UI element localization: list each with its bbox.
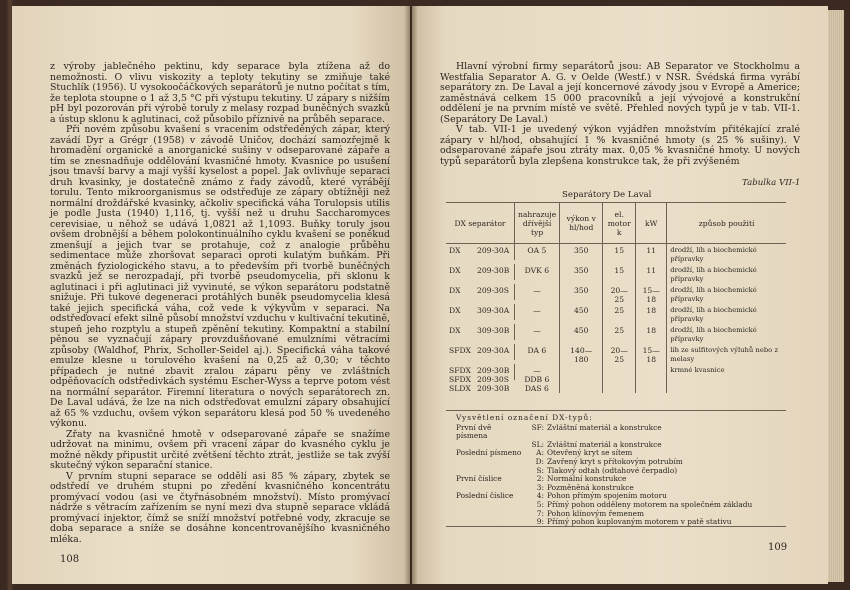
cell-dx (446, 364, 515, 393)
legend-group: První číslice (456, 474, 502, 484)
legend-row (456, 424, 776, 441)
cell-replaces: — (515, 304, 560, 324)
page-number: 109 (768, 542, 788, 553)
legend-code: 4: (536, 491, 544, 501)
legend-text: Zvláštní materiál a konstrukce (547, 422, 662, 432)
legend-text: Zavřený kryt s přítokovým potrubím (547, 456, 683, 466)
legend-rule (446, 410, 786, 411)
dx-model: 309-30B (477, 326, 510, 335)
legend-text: Pohon přímým spojením motoru (547, 491, 667, 501)
paragraph: z výroby jablečného pektinu, kdy separace byla ztížena až do nemožnosti. O vlivu viskozity a teploty tekutiny se zmiňuje také Stuchlík (1956). U vysokoočáčkových separátorů je nutno počítat s tím, že teplota stoupne o 1 až 3,5 °C při výstupu tekutiny. U zápary s nižším pH byl pozorován při výrobě toruly z melasy rozpad buněčných svazků a ústup sklonu k aglutinaci, což působilo příznivě na průběh separace. (50, 61, 390, 125)
dx-model: 309-30A (477, 306, 510, 315)
legend-code: 3: (536, 482, 544, 492)
legend-code: 2: (536, 474, 544, 484)
legend-text: Pozměněná konstrukce (547, 482, 634, 492)
page-number: 108 (60, 554, 80, 565)
cell-replaces: OA 5 (515, 244, 560, 265)
cell-dx (446, 324, 515, 340)
header-dx: DX separátor (446, 203, 515, 244)
legend-group: První dvě písmena (456, 422, 492, 441)
dx-prefix: DX (449, 266, 461, 275)
cell-replaces: — DDB 6 DAS 6 (515, 364, 560, 393)
legend-text: Přímý pohon kuplovaným motorem v patě stativu (547, 517, 732, 527)
legend-group (456, 510, 522, 519)
table-row (446, 284, 786, 304)
dx-model: 209-30A (477, 346, 510, 355)
cell-replaces: — (515, 324, 560, 344)
table-row (446, 264, 786, 284)
legend-code: 5: (536, 499, 544, 509)
dx-prefix: SFDX (449, 346, 471, 355)
table-row (446, 324, 786, 344)
legend-code: 7: (536, 508, 544, 518)
legend-code: SL: (531, 439, 544, 449)
cell-motor-kw: 18 (636, 304, 667, 324)
cell-motor-k: 15 (603, 244, 636, 265)
cell-output: 350 (560, 264, 603, 284)
cell-use: drodží, líh a biochemické přípravky (670, 266, 757, 283)
table-caption: Tabulka VII-1 (742, 178, 801, 188)
cell-motor-kw: 15—18 (636, 284, 667, 304)
dx-prefix: DX (449, 286, 461, 295)
paragraph: V tab. VII-1 je uvedený výkon vyjádřen množstvím přitékající zralé zápary v hl/hod, obsahující 1 % kvasničné hmoty (s 25 % sušiny). V odseparované zápaře jsou ztráty max. 0,05 % kvasničné hmoty. U nových typů separátorů byla zlepšena konstrukce tak, že při zvýšeném (440, 124, 800, 167)
left-page-text (50, 62, 390, 545)
legend-code: 9: (536, 517, 544, 527)
paragraph: Hlavní výrobní firmy separátorů jsou: AB Separator ve Stockholmu a Westfalia Separator A. G. v Oelde (Westf.) v NSR. Švédská firma vyrábí separátory zn. De Laval a její koncernové závody jsou v Evropě a Americe; zaměstnává celkem 15 000 pracovníků a její vývojové a konstrukční oddělení je na prvním místě ve světě. Přehled nových typů je v tab. VII-1. (Separátory De Laval.) (440, 61, 800, 125)
dx-prefix: DX (449, 306, 461, 315)
cell-use: drodží, líh a biochemické přípravky (670, 286, 757, 303)
cell-use: drodží, líh a biochemické přípravky (670, 326, 757, 343)
header-motor-k: el. motor k (603, 203, 636, 244)
cell-output: 350 (560, 284, 603, 304)
cell-motor-k: 25 (603, 324, 636, 344)
legend-group: Poslední číslice (456, 491, 514, 501)
legend-text: Otevřený kryt se sítem (547, 448, 633, 458)
dx-prefix: DX (449, 246, 461, 255)
cell-output: 450 (560, 304, 603, 324)
legend-code: S: (536, 465, 544, 475)
cell-dx (446, 304, 515, 320)
cell-motor-kw: 11 (636, 244, 667, 265)
right-page (412, 6, 828, 584)
cell-output: 450 (560, 324, 603, 344)
cell-output: 140—180 (560, 344, 603, 364)
legend-code: A: (536, 448, 544, 458)
paragraph: V prvním stupni separace se oddělí asi 85 % zápary, zbytek se odstředí ve druhém stupni po zředění kvasničného koncentrátu promývací vodou (asi ve čtyřnásobném množství). Místo promývací nádrže s větracím zařízením se nyní mezi dva stupně separace vkládá promývací injektor, čímž se sníží množství potřebné vody, zkracuje se doba separace a sníže se dosáhne koncentrovanějšího kvasničného mléka. (50, 470, 390, 545)
table-row (446, 344, 786, 364)
cell-motor-kw: 18 (636, 324, 667, 344)
dx-model: 209-30B (477, 266, 510, 275)
book-gutter (404, 6, 418, 584)
legend (456, 414, 776, 527)
left-page (12, 6, 410, 584)
cell-output (560, 364, 603, 393)
header-use: způsob použití (667, 203, 786, 244)
cell-motor-kw: 11 (636, 264, 667, 284)
cell-motor-k: 20—25 (603, 284, 636, 304)
cell-motor-k: 25 (603, 304, 636, 324)
cell-dx (446, 284, 515, 300)
header-motor-kw: kW (636, 203, 667, 244)
header-output: výkon v hl/hod (560, 203, 603, 244)
legend-text: Tlakový odtah (odtahové čerpadlo) (547, 465, 678, 475)
table-row (446, 244, 786, 265)
cell-dx (446, 344, 515, 360)
legend-code: D: (535, 456, 544, 466)
cell-motor-kw: 15—18 (636, 344, 667, 364)
legend-text: Zvláštní materiál a konstrukce (547, 439, 662, 449)
cell-use: drodží, líh a biochemické přípravky (670, 306, 757, 323)
cell-dx (446, 264, 515, 280)
legend-text: Pohon klínovým řemenem (547, 508, 644, 518)
dx-prefix: DX (449, 326, 461, 335)
header-replaces: nahrazuje dřívější typ (515, 203, 560, 244)
separator-table (446, 203, 786, 393)
cell-use: líh ze sulfitových výluhů nebo z melasy (670, 346, 779, 363)
dx-model: 209-30A (477, 246, 510, 255)
legend-group (456, 458, 522, 467)
cell-motor-k: 15 (603, 264, 636, 284)
legend-bottom-rule (446, 526, 786, 527)
cell-motor-k: 20—25 (603, 344, 636, 364)
legend-group: Poslední písmeno (456, 448, 522, 458)
cell-use: drodží, líh a biochemické přípravky (670, 246, 757, 263)
cell-output: 350 (560, 244, 603, 265)
dx-prefix: SFDX SFDX SLDX (449, 366, 471, 393)
legend-title: Vysvětlení označení DX-typů: (456, 413, 593, 422)
table-title: Separátory De Laval (562, 190, 652, 200)
cell-replaces: — (515, 284, 560, 304)
right-page-text (440, 62, 800, 167)
paragraph: Při novém způsobu kvašení s vracením odstředěných zápar, který zavádí Dyr a Grégr (1958) v závodě Uničov, dochází samozřejmě k hromadění organické a anorganické sušiny v odseparované zápaře a tím se znesnadňuje oddělování kvasničné hmoty. Kvasnice po usušení jsou tmavší barvy a mají vyšší kyselost a popel. Jak ovlivňuje separaci druh kvasinky, je dostatečně známo z řady závodů, které vyrábějí torulu. Tento mikroorganismus se odstřeďuje ze zápary obtížněji než normální droždářské kvasinky, ačkoliv specifická váha Torulopsis utilis je podle Justa (1940) 1,116, tj. vyšší než u druhu Saccharomyces cerevisiae, u něhož se udává 1,0821 až 1,1093. Buňky toruly jsou ovšem drobnější a během polokontinuálního cyklu kvašení se poněkud zmenšují a jejich tvar se protahuje, což z analogie průběhu sedimentace může zhoršovat separaci oproti kulatým buňkám. Při změnách fyziologického stavu, a to především při tvorbě buněčných svazků jež se nerozpadají, při tvorbě pseudomycelia, při sklonu k aglutinaci i při aglutinaci již vyvinuté, se výkon separátoru podstatně snižuje. Při tukové degeneraci protáhlých buněk pseudomycelia klesá také jejich specifická váha, což vede k výkyvům v separaci. Na odstřeďovací efekt silně působí množství vzduchu v kultivační tekutině, stupeň jeho rozptylu a stupeň zpěnění tekutiny. Kompaktní a stabilní pěnou se vyznačují zápary provzdušňované emulzními větracími způsoby (Waldhof, Phrix, Scholler-Seidel aj.). Specifická váha takové emulze klesne u torulového kvašení na 0,25 až 0,30; v těchto případech je nutné zbavit zralou záparu pěny ve zvláštních odpěňovacích odstředivkách systému Escher-Wyss a teprve potom vést na normální separátor. Firemní literatura o nových separátorech zn. De Laval udává, že lze na nich odstřeďovat emulzní zápary obsahující až 65 % vzduchu, ovšem výkon separátoru klesá pod 50 % uvedeného výkonu. (50, 124, 390, 429)
legend-code: SF: (531, 422, 544, 432)
page-edges (828, 10, 844, 582)
dx-model: 209-30B 209-30S 209-30B (477, 366, 510, 393)
table-row (446, 364, 786, 393)
table-row (446, 304, 786, 324)
cell-replaces: DVK 6 (515, 264, 560, 284)
cell-replaces: DA 6 (515, 344, 560, 364)
paragraph: Zřaty na kvasničné hmotě v odseparované zápaře se snažíme udržovat na minimu, ovšem při vracení zápar do kvasného cyklu je možné někdy připustit určité zvětšení těchto ztrát, jestliže se tak zvýší skutečný výkon separační stanice. (50, 428, 390, 471)
cell-use: krmné kvasnice (670, 366, 725, 374)
legend-text: Přímý pohon odděleny motorem na společném základu (547, 499, 753, 509)
cell-motor-kw (636, 364, 667, 393)
legend-group (456, 501, 522, 510)
legend-text: Normální konstrukce (547, 474, 627, 484)
dx-model: 209-30S (477, 286, 509, 295)
cell-dx (446, 244, 515, 260)
cell-motor-k (603, 364, 636, 393)
